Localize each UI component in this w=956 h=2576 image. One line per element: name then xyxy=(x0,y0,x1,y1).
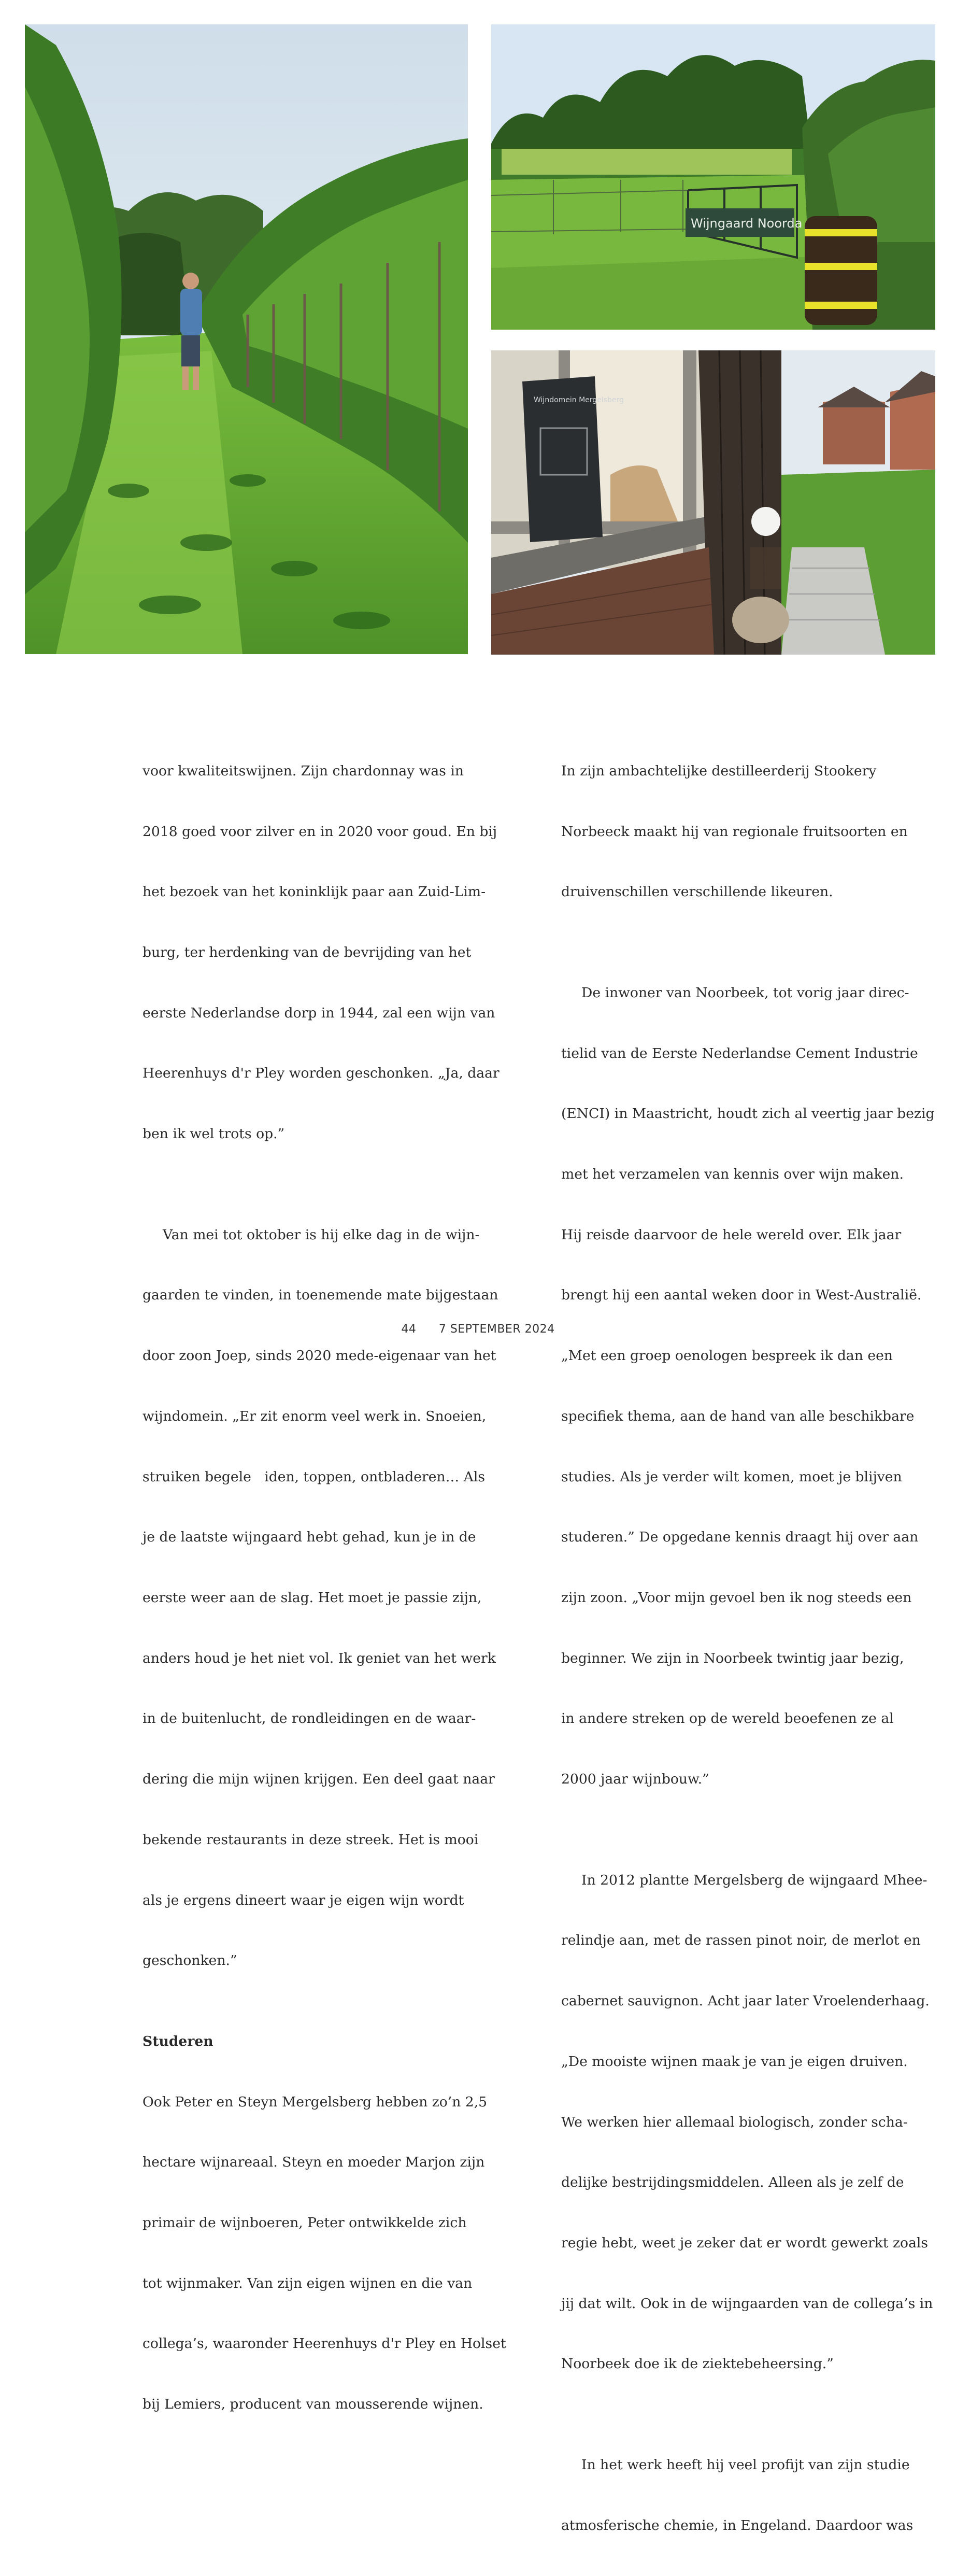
text-line: Norbeeck maakt hij van regionale fruitsoorten en xyxy=(561,823,908,840)
plaque-title: Wijndomein Mergelsberg xyxy=(534,396,624,404)
text-line: brengt hij een aantal weken door in West-Australië. xyxy=(561,1287,922,1304)
text-line: De inwoner van Noorbeek, tot vorig jaar direc- xyxy=(581,984,909,1001)
text-line: als je ergens dineert waar je eigen wijn wordt xyxy=(142,1892,464,1908)
text-line: met het verzamelen van kennis over wijn maken. xyxy=(561,1166,904,1182)
text-line: (ENCI) in Maastricht, houdt zich al veertig jaar bezig xyxy=(561,1106,935,1122)
page-footer xyxy=(0,1323,956,1336)
article-column-right xyxy=(561,721,935,2576)
right-paragraph-3 xyxy=(561,1830,933,2415)
text-line: beginner. We zijn in Noorbeek twintig jaar bezig, xyxy=(561,1650,904,1666)
text-line: struiken begele iden, toppen, ontbladeren… Als xyxy=(142,1468,486,1485)
text-line: wijndomein. „Er zit enorm veel werk in. Snoeien, xyxy=(142,1408,487,1424)
vineyard-photo-image xyxy=(25,24,468,654)
text-line: hectare wijnareaal. Steyn en moeder Marjon zijn xyxy=(142,2154,485,2171)
left-paragraph-1 xyxy=(142,721,500,1185)
right-paragraph-1 xyxy=(561,721,908,943)
vineyard-gate-photo xyxy=(491,24,935,330)
vineyard-gate-image xyxy=(491,24,935,330)
text-line: gaarden te vinden, in toenemende mate bijgestaan xyxy=(142,1287,498,1304)
text-line: Hij reisde daarvoor de hele wereld over. Elk jaar xyxy=(561,1226,902,1243)
text-line: Ook Peter en Steyn Mergelsberg hebben zo’n 2,5 xyxy=(142,2093,488,2110)
timber-house-image xyxy=(491,350,935,655)
page-number: 44 xyxy=(401,1323,417,1336)
text-line: Heerenhuys d'r Pley worden geschonken. „Ja, daar xyxy=(142,1065,500,1082)
text-line: zijn zoon. „Voor mijn gevoel ben ik nog steeds een xyxy=(561,1589,912,1606)
text-line: burg, ter herdenking van de bevrijding van het xyxy=(142,944,472,960)
text-line: cabernet sauvignon. Acht jaar later Vroelenderhaag. xyxy=(561,1993,930,2009)
gate-sign-text: Wijngaard Noorda xyxy=(691,216,803,231)
text-line: We werken hier allemaal biologisch, zonder scha- xyxy=(561,2114,908,2130)
text-line: 2018 goed voor zilver en in 2020 voor goud. En bij xyxy=(142,823,497,840)
text-line: „Met een groep oenologen bespreek ik dan een xyxy=(561,1348,893,1364)
text-line: druivenschillen verschillende likeuren. xyxy=(561,884,833,900)
text-line: Noorbeek doe ik de ziektebeheersing.” xyxy=(561,2356,834,2372)
text-line: studeren.” De opgedane kennis draagt hij over aan xyxy=(561,1529,919,1546)
text-line: eerste weer aan de slag. Het moet je passie zijn, xyxy=(142,1589,482,1606)
text-line: In zijn ambachtelijke destilleerderij Stookery xyxy=(561,762,877,779)
text-line: studies. Als je verder wilt komen, moet je blijven xyxy=(561,1468,902,1485)
text-line: anders houd je het niet vol. Ik geniet van het werk xyxy=(142,1650,496,1666)
right-paragraph-4 xyxy=(561,2415,914,2576)
text-line: regie hebt, weet je zeker dat er wordt gewerkt zoals xyxy=(561,2234,929,2251)
text-line: in de buitenlucht, de rondleidingen en de waar- xyxy=(142,1710,476,1727)
left-paragraph-3 xyxy=(142,2052,506,2455)
text-line: tot wijnmaker. Van zijn eigen wijnen en die van xyxy=(142,2275,473,2291)
text-line: bij Lemiers, producent van mousserende wijnen. xyxy=(142,2396,483,2413)
text-line: eerste Nederlandse dorp in 1944, zal een wijn van xyxy=(142,1004,495,1021)
text-line: je de laatste wijngaard hebt gehad, kun je in de xyxy=(142,1529,476,1546)
issue-date: 7 SEPTEMBER 2024 xyxy=(438,1323,555,1336)
vineyard-photo xyxy=(25,24,468,654)
text-line: het bezoek van het koninklijk paar aan Zuid-Lim- xyxy=(142,884,486,900)
text-line: relindje aan, met de rassen pinot noir, de merlot en xyxy=(561,1932,921,1949)
text-line: dering die mijn wijnen krijgen. Een deel gaat naar xyxy=(142,1771,495,1788)
text-line: „De mooiste wijnen maak je van je eigen druiven. xyxy=(561,2053,908,2070)
text-line: collega’s, waaronder Heerenhuys d'r Pley en Holset xyxy=(142,2336,506,2352)
text-line: jij dat wilt. Ook in de wijngaarden van de collega’s in xyxy=(561,2295,933,2312)
text-line: 2000 jaar wijnbouw.” xyxy=(561,1771,709,1788)
subheading: Studeren xyxy=(142,2033,213,2049)
text-line: atmosferische chemie, in Engeland. Daardoor was xyxy=(561,2517,914,2533)
text-line: voor kwaliteitswijnen. Zijn chardonnay was in xyxy=(142,762,464,779)
text-line: In het werk heeft hij veel profijt van zijn studie xyxy=(581,2456,910,2473)
barrel xyxy=(805,216,877,325)
text-line: door zoon Joep, sinds 2020 mede-eigenaar van het xyxy=(142,1348,496,1364)
text-line: geschonken.” xyxy=(142,1952,237,1969)
text-line: tielid van de Eerste Nederlandse Cement Industrie xyxy=(561,1045,918,1061)
right-paragraph-2 xyxy=(561,943,935,1830)
text-line: Van mei tot oktober is hij elke dag in de wijn- xyxy=(163,1226,480,1243)
text-line: delijke bestrijdingsmiddelen. Alleen als je zelf de xyxy=(561,2174,904,2191)
text-line: ben ik wel trots op.” xyxy=(142,1126,285,1142)
text-line: In 2012 plantte Mergelsberg de wijngaard Mhee- xyxy=(581,1872,928,1888)
timber-house-photo xyxy=(491,350,935,655)
text-line: primair de wijnboeren, Peter ontwikkelde zich xyxy=(142,2215,467,2231)
text-line: in andere streken op de wereld beoefenen ze al xyxy=(561,1710,894,1727)
text-line: bekende restaurants in deze streek. Het is mooi xyxy=(142,1831,479,1848)
text-line: specifiek thema, aan de hand van alle beschikbare xyxy=(561,1408,915,1424)
